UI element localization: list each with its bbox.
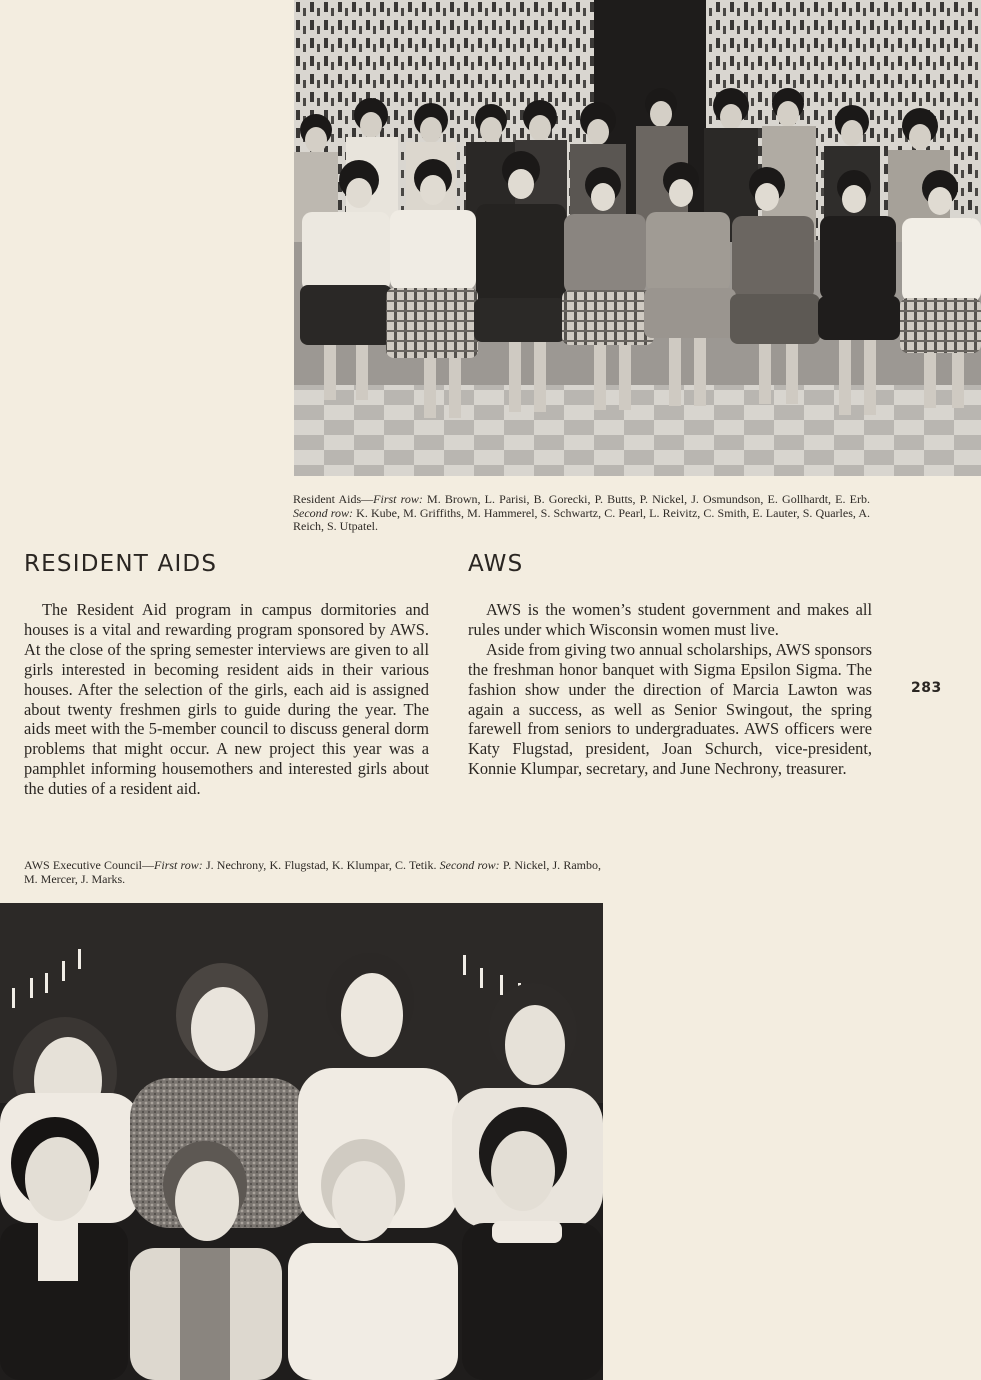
aws-council-photo: [0, 903, 603, 1380]
caption-group-name: AWS Executive Council—: [24, 858, 155, 872]
resident-aids-article: [24, 600, 429, 799]
article-paragraph: Aside from giving two annual scholarships, AWS sponsors the freshman honor banquet with Sigma Epsilon Sigma. The fashion show under the direction of Marcia Lawton was again a success, as well as Senior Swingout, the spring farewell from seniors to undergraduates. AWS officers were Katy Flugstad, president, Joan Schurch, vice-president, Konnie Klumpar, secretary, and June Nechrony, treasurer.: [468, 639, 872, 779]
caption-row1-label: First row:: [154, 858, 203, 872]
aws-article: [468, 600, 872, 779]
caption-row2-label: Second row:: [293, 505, 354, 520]
resident-aids-heading: RESIDENT AIDS: [24, 551, 218, 577]
caption-row1-names: M. Brown, L. Parisi, B. Gorecki, P. Butts, P. Nickel, J. Osmundson, E. Gollhardt, E. Erb.: [427, 492, 870, 506]
caption-row2-names: P. Nickel, J. Rambo, M. Mercer, J. Marks.: [24, 858, 602, 886]
article-paragraph: The Resident Aid program in campus dormitories and houses is a vital and rewarding program sponsored by AWS. At the close of the spring semester interviews are given to all girls interested in becoming resident aids in their various houses. After the selection of the girls, each aid is assigned about twenty freshmen girls to guide during the year. The aids meet with the 5-member council to discuss general dorm problems that might occur. A new project this year was a pamphlet informing housemothers and interested girls about the duties of a resident aid.: [24, 600, 429, 799]
caption-row1-label: First row:: [373, 492, 423, 506]
article-paragraph: AWS is the women’s student government and makes all rules under which Wisconsin women must live.: [468, 600, 872, 639]
resident-aids-caption: [293, 493, 870, 534]
aws-council-caption: [24, 859, 601, 886]
resident-aids-photo: [294, 0, 981, 476]
caption-group-name: Resident Aids—: [293, 492, 374, 506]
caption-row2-names: K. Kube, M. Griffiths, M. Hammerel, S. Schwartz, C. Pearl, L. Reivitz, C. Smith, E. Lauter, S. Quarles, A. Reich, S. Utpatel.: [293, 505, 871, 533]
aws-heading: AWS: [468, 551, 524, 577]
caption-row2-label: Second row:: [439, 858, 500, 872]
page-number: 283: [911, 680, 942, 696]
caption-row1-names: J. Nechrony, K. Flugstad, K. Klumpar, C. Tetik.: [205, 858, 437, 872]
